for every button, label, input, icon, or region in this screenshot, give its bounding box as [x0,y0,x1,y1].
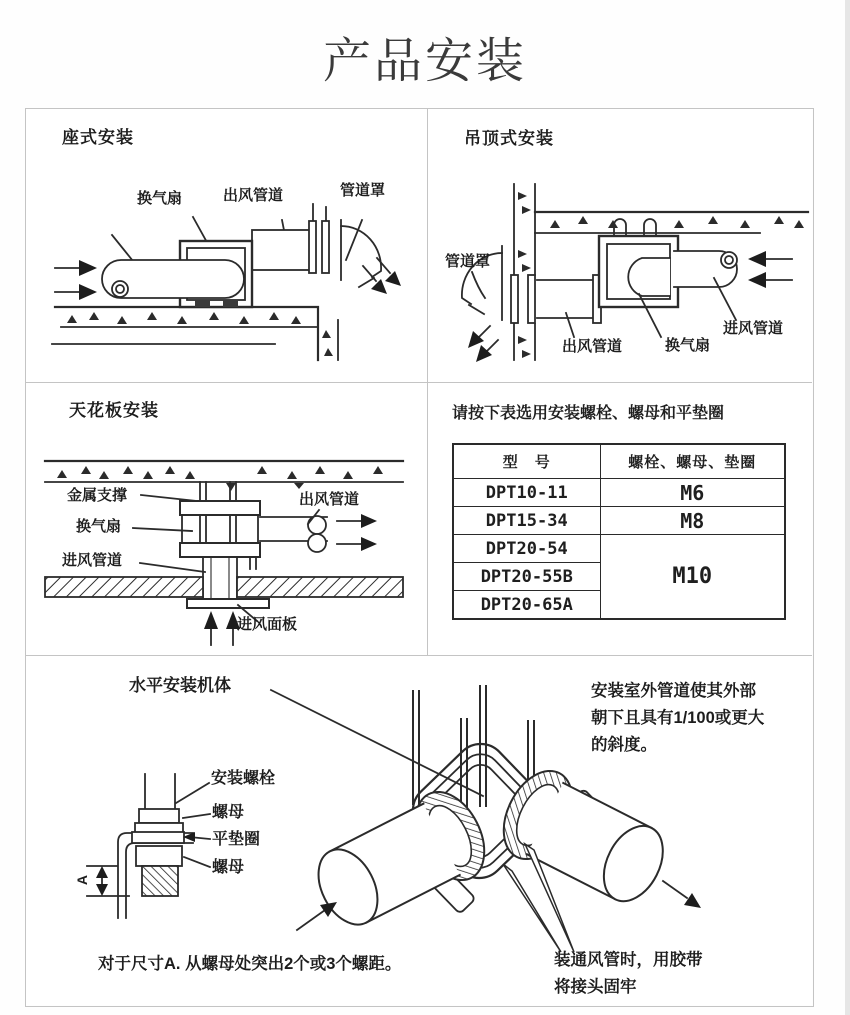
tape-note-line1: 装通风管时，用胶带 [554,951,703,969]
ceiling-board-title: 天花板安装 [69,401,159,420]
seat-mount-title: 座式安装 [62,128,134,147]
panel-bolt-table [428,383,812,656]
model-cell: DPT15-34 [453,507,600,535]
model-cell: DPT10-11 [453,479,600,507]
slope-note-line1: 安装室外管道使其外部 [591,682,756,700]
model-cell: DPT20-65A [453,591,600,620]
slope-note-line3: 的斜度。 [591,736,657,754]
label-horizontal-mount: 水平安装机体 [129,676,231,695]
label-fan: 换气扇 [76,518,122,535]
ceiling-hung-title: 吊顶式安装 [464,129,554,148]
slope-note-line2: 朝下且具有1/100或更大 [591,709,765,727]
label-install-bolt: 安装螺栓 [211,770,276,787]
table-row [453,479,785,507]
col-header-model: 型 号 [453,444,600,479]
panel-seat-mount [25,108,428,383]
label-inlet-duct: 进风管道 [723,320,784,337]
label-outlet-duct: 出风管道 [223,187,284,204]
label-nut-top: 螺母 [212,804,245,821]
label-inlet-duct: 进风管道 [62,552,123,569]
size-cell: M6 [600,479,785,507]
model-cell: DPT20-54 [453,535,600,563]
table-row [453,535,785,563]
bolt-spec-table [452,443,786,620]
label-nut-bottom: 螺母 [212,859,245,876]
label-duct-cover: 管道罩 [445,253,491,270]
label-outlet-duct: 出风管道 [299,491,360,508]
label-outlet-duct: 出风管道 [562,338,623,355]
table-row [453,507,785,535]
dimension-note: 对于尺寸A. 从螺母处突出2个或3个螺距。 [98,955,402,973]
label-flat-washer: 平垫圈 [212,831,261,848]
size-cell: M8 [600,507,785,535]
label-inlet-panel: 进风面板 [237,616,298,633]
label-fan: 换气扇 [137,190,183,207]
tape-note-line2: 将接头固牢 [554,978,637,996]
panel-ceiling-board [25,383,428,656]
page-title: 产品安装 [322,35,527,88]
seat-mount-diagram [25,108,427,382]
label-dimension-a: A [74,874,91,886]
bolt-table-intro: 请按下表选用安装螺栓、螺母和平垫圈 [452,405,725,422]
panel-mounting-detail [25,656,812,1005]
page-edge-strip [845,0,850,1015]
col-header-fastener: 螺栓、螺母、垫圈 [600,444,785,479]
label-duct-cover: 管道罩 [340,182,386,199]
panel-ceiling-hung [428,108,812,383]
label-metal-support: 金属支撑 [67,487,128,504]
model-cell: DPT20-55B [453,563,600,591]
size-cell-merged: M10 [600,535,785,620]
label-fan: 换气扇 [665,337,711,354]
